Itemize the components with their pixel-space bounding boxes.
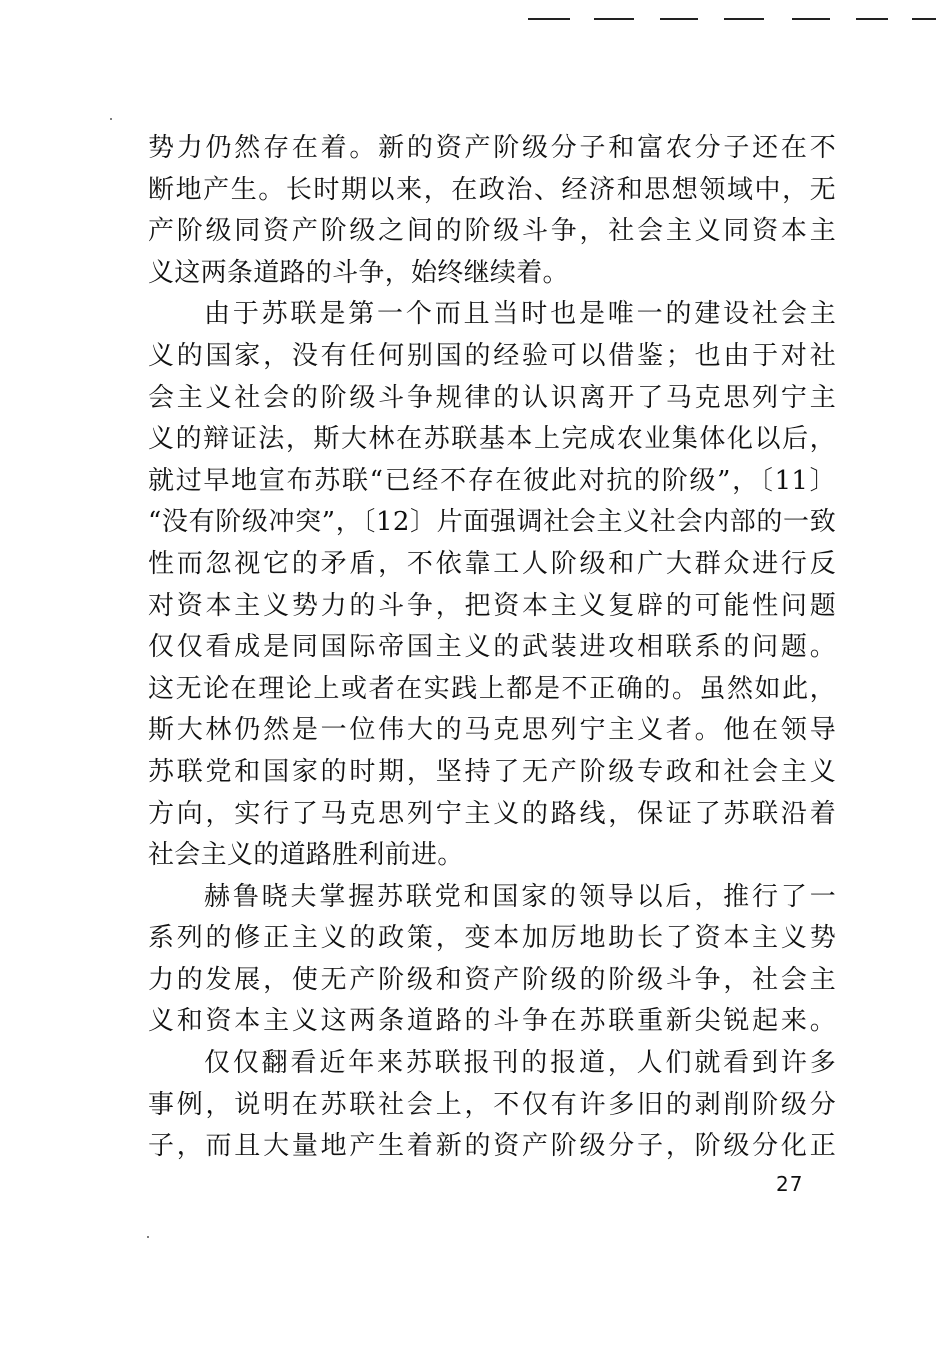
header-dash: [660, 18, 698, 20]
text-line: 会主义社会的阶级斗争规律的认识离开了马克思列宁主: [148, 382, 836, 413]
text-line: 义的国家，没有任何别国的经验可以借鉴；也由于对社: [148, 340, 836, 371]
text-line: 义这两条道路的斗争，始终继续着。: [148, 257, 569, 288]
text-line: “没有阶级冲突”，〔12〕片面强调社会主义社会内部的一致: [148, 507, 836, 538]
text-line: 这无论在理论上或者在实践上都是不正确的。虽然如此，: [148, 673, 836, 704]
text-line: 义和资本主义这两条道路的斗争在苏联重新尖锐起来。: [148, 1006, 836, 1037]
text-line: 力的发展，使无产阶级和资产阶级的阶级斗争，社会主: [148, 964, 836, 995]
text-line: 由于苏联是第一个而且当时也是唯一的建设社会主: [204, 299, 836, 330]
text-line: 就过早地宣布苏联“已经不存在彼此对抗的阶级”，〔11〕: [148, 465, 836, 496]
text-line: 赫鲁晓夫掌握苏联党和国家的领导以后，推行了一: [204, 881, 836, 912]
header-dash: [856, 18, 888, 20]
text-line: 势力仍然存在着。新的资产阶级分子和富农分子还在不: [148, 133, 836, 163]
body-text: [148, 128, 836, 1168]
header-dash: [792, 18, 830, 20]
text-line: 系列的修正主义的政策，变本加厉地助长了资本主义势: [148, 923, 836, 954]
page-number: 27: [776, 1172, 804, 1196]
text-line: 斯大林仍然是一位伟大的马克思列宁主义者。他在领导: [148, 715, 836, 746]
text-line: 产阶级同资产阶级之间的阶级斗争，社会主义同资本主: [148, 216, 836, 247]
text-line: 苏联党和国家的时期，坚持了无产阶级专政和社会主义: [148, 756, 836, 787]
text-line: 方向，实行了马克思列宁主义的路线，保证了苏联沿着: [148, 798, 836, 829]
text-line: 事例，说明在苏联社会上，不仅有许多旧的剥削阶级分: [148, 1089, 836, 1120]
header-dash: [912, 18, 936, 20]
header-dash: [528, 18, 570, 20]
text-line: 社会主义的道路胜利前进。: [148, 840, 464, 871]
header-rule: [516, 6, 936, 36]
header-dash: [724, 18, 764, 20]
text-line: 仅仅翻看近年来苏联报刊的报道，人们就看到许多: [204, 1048, 836, 1079]
text-line: 子，而且大量地产生着新的资产阶级分子，阶级分化正: [148, 1131, 836, 1162]
text-line: 断地产生。长时期以来，在政治、经济和思想领域中，无: [148, 174, 836, 205]
header-dash: [594, 18, 634, 20]
text-line: 仅仅看成是同国际帝国主义的武装进攻相联系的问题。: [148, 632, 836, 663]
text-line: 对资本主义势力的斗争，把资本主义复辟的可能性问题: [148, 590, 836, 621]
text-line: 性而忽视它的矛盾，不依靠工人阶级和广大群众进行反: [148, 548, 836, 579]
scan-speck: [147, 1236, 149, 1238]
scan-speck: [110, 118, 112, 120]
text-line: 义的辩证法，斯大林在苏联基本上完成农业集体化以后，: [148, 424, 836, 455]
